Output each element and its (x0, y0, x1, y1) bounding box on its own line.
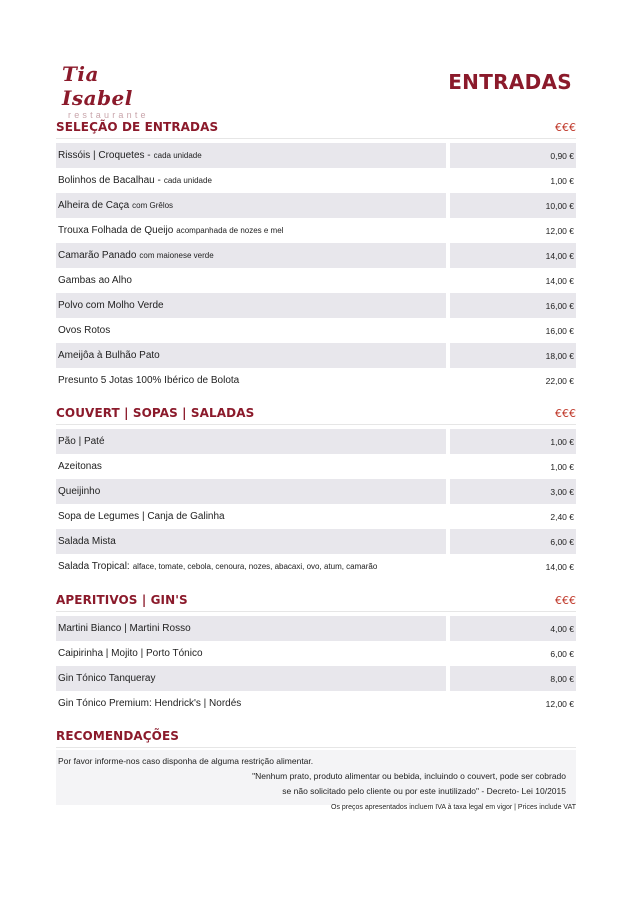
menu-item-row (56, 504, 576, 529)
menu-item-row (56, 343, 576, 368)
item-name (56, 641, 446, 666)
item-title: Camarão Panado (58, 250, 137, 261)
item-title: Bolinhos de Bacalhau - (58, 175, 161, 186)
item-price: 3,00 € (450, 479, 576, 504)
item-name (56, 454, 446, 479)
section-aperitivos-gins (56, 589, 576, 716)
menu-item-row (56, 479, 576, 504)
item-price: 6,00 € (450, 529, 576, 554)
item-note: cada unidade (153, 151, 202, 160)
item-title: Salada Tropical: (58, 561, 130, 572)
item-name (56, 429, 446, 454)
item-note: com maionese verde (139, 251, 214, 260)
item-note: acompanhada de nozes e mel (176, 226, 284, 235)
item-name (56, 616, 446, 641)
menu-item-row (56, 318, 576, 343)
price-level-indicator: €€€ (555, 593, 576, 607)
section-title: RECOMENDAÇÕES (56, 729, 180, 743)
item-price: 22,00 € (545, 375, 574, 386)
item-price: 4,00 € (450, 616, 576, 641)
item-name (56, 318, 446, 343)
section-title: SELEÇÃO DE ENTRADAS (56, 120, 219, 134)
item-name (56, 504, 446, 529)
item-list (56, 429, 576, 579)
menu-item-row (56, 666, 576, 691)
item-list (56, 616, 576, 716)
item-name (56, 293, 446, 318)
vat-note: Os preços apresentados incluem IVA à taxa legal em vigor | Prices include VAT (331, 804, 576, 811)
restaurant-logo (62, 62, 172, 120)
logo-name: Tia Isabel (62, 62, 133, 110)
item-note: cada unidade (163, 176, 212, 185)
menu-item-row (56, 368, 576, 393)
menu-item-row (56, 691, 576, 716)
menu-item-row (56, 429, 576, 454)
item-price: 12,00 € (545, 698, 574, 709)
item-title: Rissóis | Croquetes - (58, 150, 151, 161)
recommendations-text (56, 750, 576, 805)
legal-notice-line-1: "Nenhum prato, produto alimentar ou bebida, incluindo o couvert, pode ser cobrado (252, 771, 566, 781)
section-header (56, 589, 576, 612)
price-level-indicator: €€€ (555, 406, 576, 420)
menu-item-row (56, 529, 576, 554)
item-name (56, 243, 446, 268)
item-title: Gambas ao Alho (58, 275, 132, 286)
item-title: Alheira de Caça (58, 200, 130, 211)
item-price: 18,00 € (450, 343, 576, 368)
item-price: 2,40 € (550, 511, 574, 522)
section-header (56, 116, 576, 139)
menu-item-row (56, 268, 576, 293)
item-name (56, 666, 446, 691)
item-price: 1,00 € (550, 175, 574, 186)
item-name (56, 554, 446, 579)
item-title: Ovos Rotos (58, 325, 111, 336)
item-note: com Grêlos (132, 201, 174, 210)
item-list (56, 143, 576, 393)
item-name (56, 691, 446, 716)
menu-item-row (56, 143, 576, 168)
item-title: Polvo com Molho Verde (58, 300, 164, 311)
item-name (56, 368, 446, 393)
item-title: Presunto 5 Jotas 100% Ibérico de Bolota (58, 375, 240, 386)
item-name (56, 218, 446, 243)
item-price: 14,00 € (545, 561, 574, 572)
item-price: 14,00 € (450, 243, 576, 268)
item-price: 1,00 € (450, 429, 576, 454)
item-title: Caipirinha | Mojito | Porto Tónico (58, 648, 203, 659)
menu-item-row (56, 243, 576, 268)
menu-item-row (56, 218, 576, 243)
item-name (56, 143, 446, 168)
section-couvert-sopas-saladas (56, 402, 576, 579)
section-title: APERITIVOS | GIN'S (56, 593, 188, 607)
page-title: ENTRADAS (448, 70, 572, 94)
item-title: Pão | Paté (58, 436, 105, 447)
item-title: Salada Mista (58, 536, 116, 547)
logo-tagline: restaurante (68, 110, 149, 120)
item-title: Sopa de Legumes | Canja de Galinha (58, 511, 225, 522)
item-price: 12,00 € (545, 225, 574, 236)
item-name (56, 479, 446, 504)
item-name (56, 168, 446, 193)
item-price: 1,00 € (550, 461, 574, 472)
section-header (56, 402, 576, 425)
item-title: Martini Bianco | Martini Rosso (58, 623, 191, 634)
menu-item-row (56, 641, 576, 666)
menu-item-row (56, 293, 576, 318)
menu-item-row (56, 454, 576, 479)
section-title: COUVERT | SOPAS | SALADAS (56, 406, 255, 420)
item-note: alface, tomate, cebola, cenoura, nozes, abacaxi, ovo, atum, camarão (132, 562, 378, 571)
item-title: Gin Tónico Premium: Hendrick's | Nordés (58, 698, 242, 709)
item-price: 16,00 € (450, 293, 576, 318)
section-header (56, 725, 576, 748)
item-name (56, 193, 446, 218)
item-price: 16,00 € (545, 325, 574, 336)
menu-item-row (56, 554, 576, 579)
item-name (56, 529, 446, 554)
menu-item-row (56, 168, 576, 193)
item-title: Trouxa Folhada de Queijo (58, 225, 174, 236)
item-price: 6,00 € (550, 648, 574, 659)
item-title: Azeitonas (58, 461, 102, 472)
section-selecao-entradas (56, 116, 576, 393)
item-name (56, 268, 446, 293)
item-title: Gin Tónico Tanqueray (58, 673, 156, 684)
item-price: 0,90 € (450, 143, 576, 168)
section-recomendacoes (56, 725, 576, 805)
item-price: 14,00 € (545, 275, 574, 286)
item-price: 10,00 € (450, 193, 576, 218)
allergy-notice: Por favor informe-nos caso disponha de alguma restrição alimentar. (58, 756, 314, 766)
menu-item-row (56, 193, 576, 218)
price-level-indicator: €€€ (555, 120, 576, 134)
item-title: Queijinho (58, 486, 101, 497)
item-price: 8,00 € (450, 666, 576, 691)
menu-item-row (56, 616, 576, 641)
legal-notice-line-2: se não solicitado pelo cliente ou por este inutilizado" - Decreto- Lei 10/2015 (282, 786, 566, 796)
item-name (56, 343, 446, 368)
item-title: Ameijôa à Bulhão Pato (58, 350, 160, 361)
